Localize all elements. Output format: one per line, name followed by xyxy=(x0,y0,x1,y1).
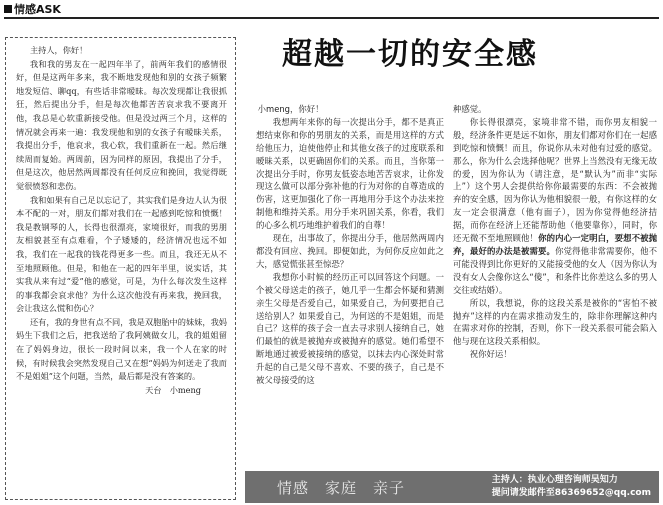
letter-paragraph: 我和我的男友在一起四年半了，前两年我们的感情很好，但是这两年多来，我不断地发现他和别的女孩子频繁地发短信、聊qq，有些话非常暧昧。每次发现都让我很抓狂，然后提出分手，但是每次他都苦苦哀求我不要离开他，我总是心软重新接受他。但是没过两三个月，这样的情况就会再来一遍：我发现他和别的女孩子有暧昧关系，我提出分手，他哀求，我心软，我们重新在一起。然后继续周而复始。两周前，因为同样的原因，我提出了分手，但是这次，他居然两周都没有任何反应和挽回，我觉得既觉很愤怒和悲伤。 xyxy=(16,58,227,191)
article-title: 超越一切的安全感 xyxy=(282,37,538,72)
reply-paragraph: 现在，出事故了，你提出分手，他居然两周内都没有回应、挽回。即便如此，为何你反应如此之大，感觉慌张甚至惊恐？ xyxy=(256,233,444,269)
reply-paragraph: 我想你小时候的经历正可以回答这个问题。一个被父母送走的孩子，她几乎一生都会怀疑和猜测亲生父母是否爱自己，如果爱自己，为何要把自己送给别人？如果爱自己，为何送的不是姐姐，而是自己？这样的孩子会一直去寻求别人接纳自己，她们最怕的就是被抛弃或被抛弃的感觉。她们希望不断地通过被爱被接纳的感觉，以抹去内心深处时常升起的自己是父母不喜欢、不要的孩子，自己是不被父母接受的这 xyxy=(256,271,444,386)
banner-host: 主持人：执业心理咨询师吴知力 xyxy=(491,475,618,485)
banner-tag: 情感 xyxy=(277,479,310,497)
column-banner xyxy=(245,471,659,503)
banner-tag: 亲子 xyxy=(373,479,406,497)
reader-letter-box xyxy=(5,37,236,500)
banner-tag: 家庭 xyxy=(325,479,358,497)
reply-key-sentence: 你的内心一定明白，要想不被抛弃，最好的办法是被需要。 xyxy=(453,233,658,256)
letter-paragraph: 还有，我的身世有点不同，我是双胞胎中的妹妹，我妈妈生下我们之后，把我送给了我阿姨做女儿，我的姐姐留在了妈妈身边，很长一段时间以来，我一个人在家的时候，有时候我会突然发现自己又在想“妈妈为何送走了我而不是姐姐”这个问题，当然，最后都是没有答案的。 xyxy=(16,316,227,382)
banner-contact xyxy=(492,474,651,500)
square-bullet-icon xyxy=(4,5,12,13)
section-label: 情感ASK xyxy=(4,3,61,16)
section-header-bar xyxy=(4,3,659,19)
reply-paragraph: 你长得很漂亮，家境非常不错，而你男友相貌一般，经济条件更是远不如你，朋友们都对你们在一起感到吃惊和愤慨！而且，你说你从未对他有过爱的感觉。那么，你为什么会选择他呢？世界上当然没有无缘无故的爱，因为你认为（请注意，是“默认为”而非“实际上”）这个男人会提供给你你最需要的东西：不会被抛弃的安全感，因为你认为他相貌很一般，有你这样的女友一定会很满意（他有面子），因为你觉得他经济拮据，而你在经济上还能帮助他（他要靠你），同时，你还无微不至地照顾他！你的内心一定明白，要想不被抛弃，最好的办法是被需要。你觉得他非常需要你，他不可能没得到比你更好的又能接受他的女人（因为你认为没有女人会像你这么“傻”，和条件比你差这么多的男人交往或结婚）。 xyxy=(453,116,658,295)
reply-column-1 xyxy=(256,103,444,387)
letter-paragraph: 我和如果有自己足以忘记了，其实我们是身边人认为很本不配的一对，朋友们都对我们在一起感到吃惊和愤慨！我是教钢琴的人，长得也很漂亮，家境很好，而我的男朋友相貌甚至有点难看，个子矮矮的，经济情况也远不如我，我们在一起我的钱花得更多一些。而且，我还无从不至地照顾他。但是，和他在一起的四年半里，说实话，其实我从来有过“爱”他的感觉，可是，为什么每次发生这样的事我都会哀求他？为什么这次他没有再来我，挽回我，会让我这么慌和伤心？ xyxy=(16,194,227,314)
banner-email: 提问请发邮件至86369652@qq.com xyxy=(491,488,651,498)
reader-letter xyxy=(16,44,227,397)
letter-greeting: 主持人，你好！ xyxy=(29,45,88,55)
reply-paragraph: 种感觉。 xyxy=(453,104,487,114)
letter-signature: 天台 小meng xyxy=(145,384,201,395)
reply-closing: 祝你好运！ xyxy=(469,349,512,360)
reply-paragraph: 我想两年来你的每一次提出分手，都不是真正想结束你和你的男朋友的关系，而是用这样的方式给他压力，迫使他停止和其他女孩子的过度联系和暧昧关系，以更确固你们的关系。而且，当你第一次提出分手时，你男友低姿态地苦苦哀求，让你发现这么做可以部分弥补他的行为对你的自尊造成的伤害，这更加强化了你一再地用分手这个办法来控制他和维持关系。用分手来巩固关系，你看，我们的心多么机巧地维护着我们的自尊！ xyxy=(256,116,444,231)
banner-tags xyxy=(277,477,421,498)
reply-greeting: 小meng，你好！ xyxy=(257,104,324,114)
reply-paragraph: 所以，我想说，你的这段关系是被你的“害怕不被抛弃”这样的内在需求推动发生的，除非你理解这种内在需求对你的控制，否则，你下一段关系很可能会陷入他与现在这段关系相似。 xyxy=(453,297,657,347)
reply-column-2 xyxy=(453,103,657,361)
